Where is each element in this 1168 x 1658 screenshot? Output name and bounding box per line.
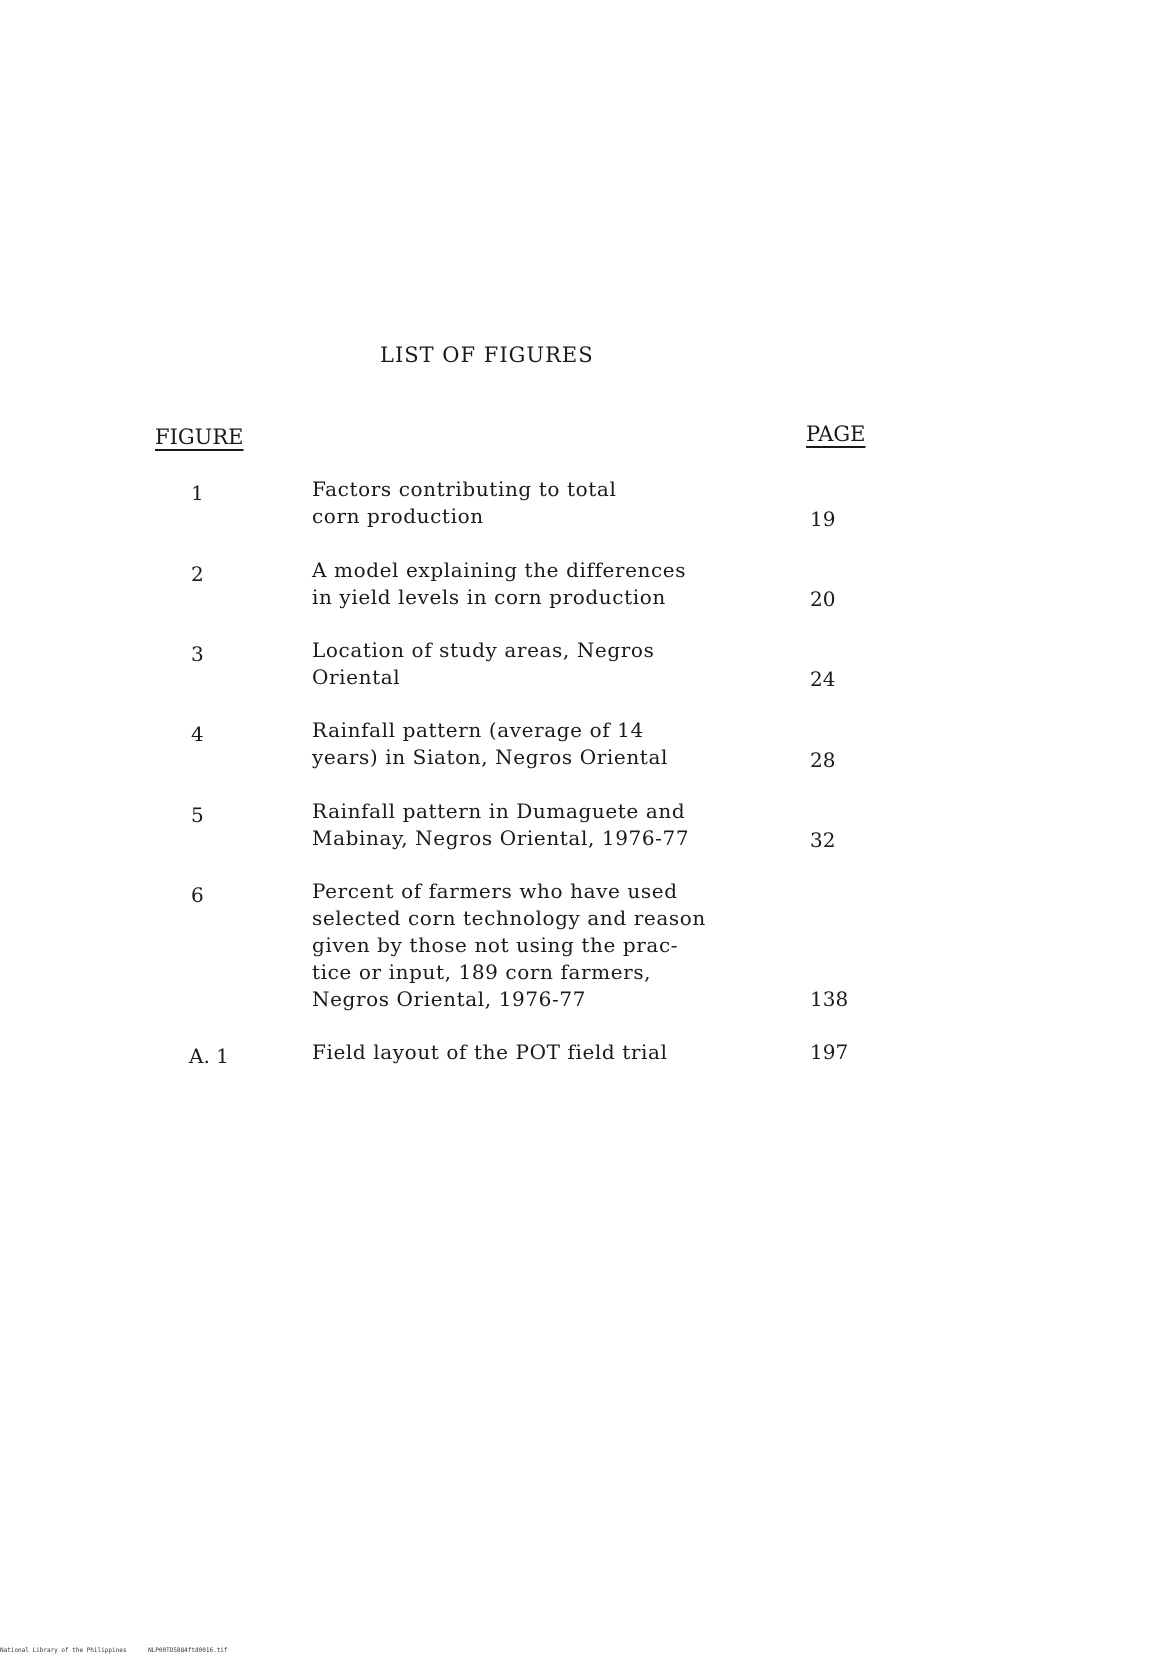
- figure-caption: Percent of farmers who have used selected corn technology and reason given by those not using the prac- tice or input, 189 corn farmers, Negros Oriental, 1976-77: [312, 879, 706, 1011]
- figure-number: 2: [191, 562, 204, 586]
- scan-footer: [0, 1647, 228, 1654]
- figure-number: 3: [191, 642, 204, 666]
- figure-number: 5: [191, 803, 204, 827]
- figure-caption: Rainfall pattern in Dumaguete and Mabinay, Negros Oriental, 1976-77: [312, 799, 690, 850]
- figure-caption: A model explaining the differences in yield levels in corn production: [312, 558, 687, 609]
- figure-caption: Location of study areas, Negros Oriental: [312, 638, 655, 689]
- figure-page-number: 32: [810, 828, 836, 852]
- figure-caption: Rainfall pattern (average of 14 years) in Siaton, Negros Oriental: [312, 718, 668, 769]
- figure-page-number: 28: [810, 748, 836, 772]
- figure-caption: Factors contributing to total corn production: [312, 477, 617, 528]
- figure-page-number: 24: [810, 667, 836, 691]
- figure-column-header: FIGURE: [155, 425, 244, 449]
- figure-number: 4: [191, 722, 204, 746]
- page-title: LIST OF FIGURES: [380, 343, 594, 367]
- figure-page-number: 138: [810, 987, 849, 1011]
- figure-number: A. 1: [189, 1044, 229, 1068]
- page-column-header: PAGE: [806, 422, 866, 446]
- figure-number: 1: [191, 481, 204, 505]
- library-credit: National Library of the Philippines: [0, 1647, 127, 1654]
- figure-page-number: 20: [810, 587, 836, 611]
- file-name: NLP00TD5884ftd0016.tif: [148, 1647, 228, 1654]
- figure-number: 6: [191, 883, 204, 907]
- figure-caption: Field layout of the POT field trial: [312, 1040, 668, 1064]
- figure-page-number: 197: [810, 1040, 849, 1064]
- figure-page-number: 19: [810, 507, 836, 531]
